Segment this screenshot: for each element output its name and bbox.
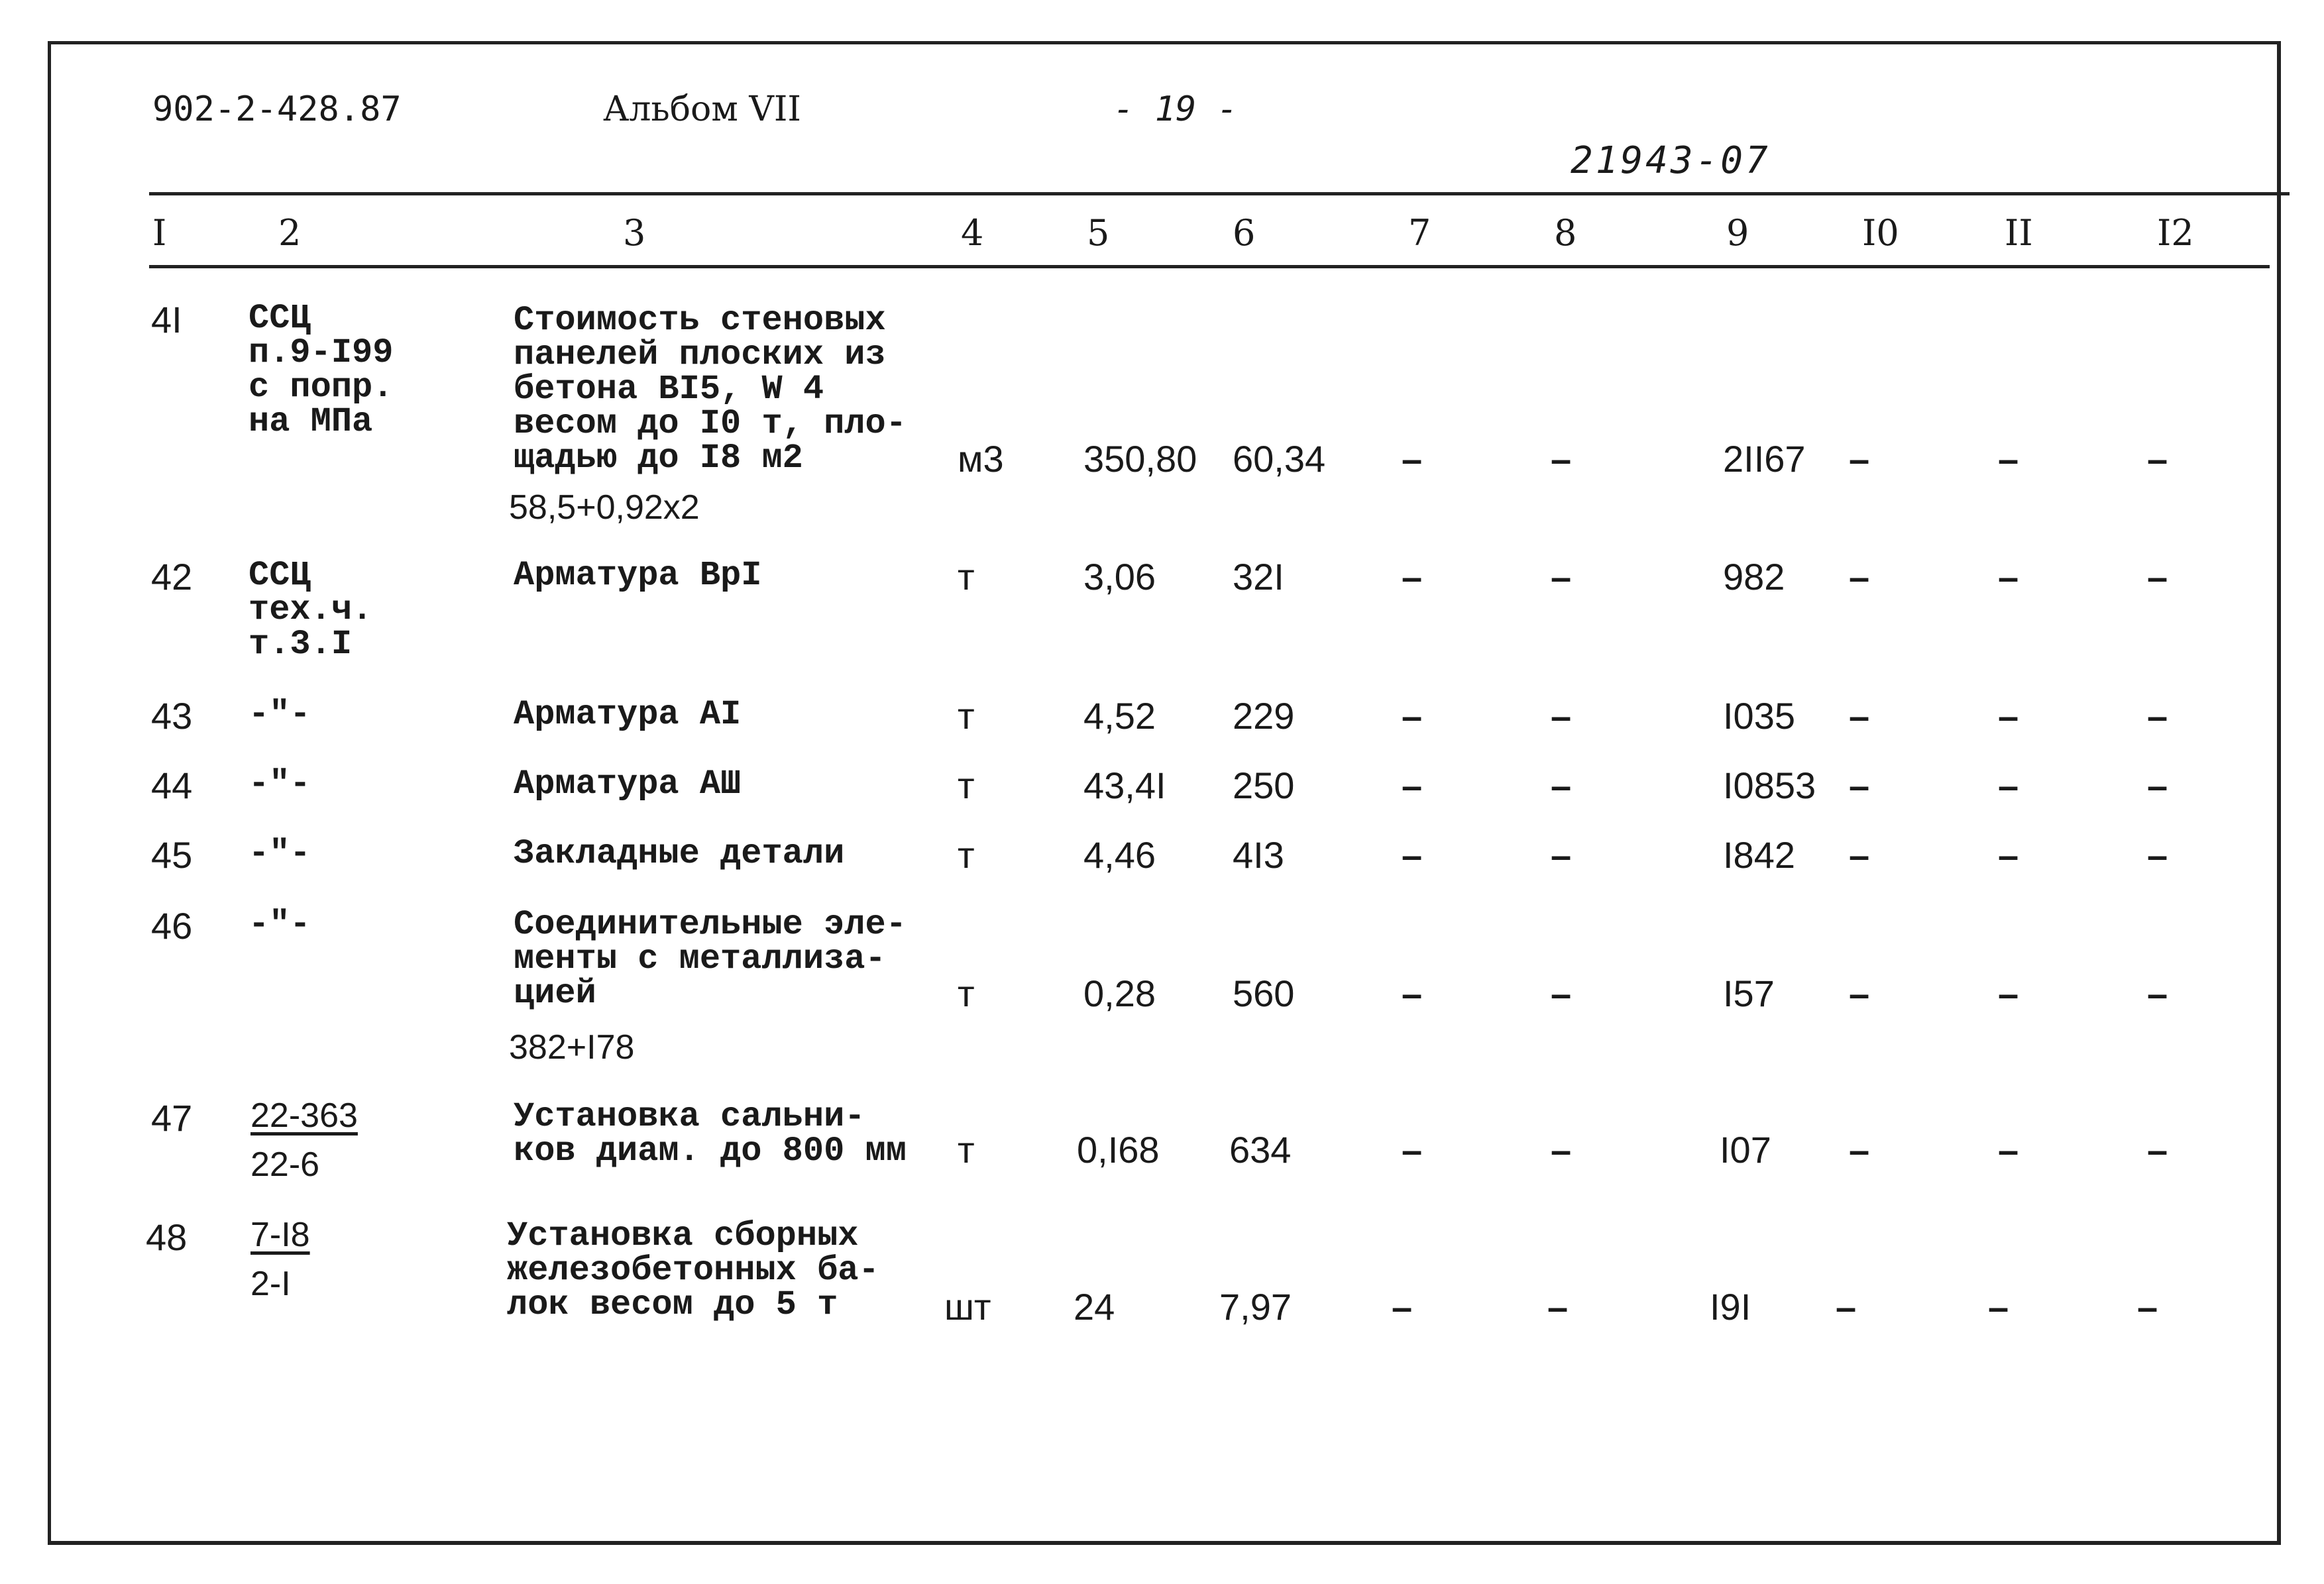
row-number: 44: [151, 765, 193, 806]
col-header-9: 9: [1726, 212, 1749, 254]
album-label: Альбом VII: [603, 89, 801, 129]
col-header-5: 5: [1087, 212, 1110, 254]
reference-numerator: 22-363: [250, 1096, 358, 1135]
row-calculation: 382+I78: [509, 1028, 635, 1067]
col-header-10: I0: [1862, 212, 1899, 254]
row-col8: –: [1551, 765, 1572, 806]
row-quantity: 24: [1074, 1286, 1115, 1328]
row-reference: -"-: [249, 834, 311, 873]
row-quantity: 4,46: [1083, 834, 1156, 876]
row-number: 46: [151, 905, 193, 947]
row-col9: 2II67: [1723, 438, 1806, 480]
row-col9: I07: [1720, 1129, 1771, 1171]
col-header-11: II: [2005, 212, 2033, 254]
row-description: Закладные детали: [514, 834, 845, 873]
row-calculation: 58,5+0,92x2: [509, 488, 700, 527]
row-col10: –: [1849, 695, 1870, 737]
row-description: Арматура AI: [514, 695, 742, 734]
row-col10: –: [1849, 973, 1870, 1014]
row-col7: –: [1392, 1286, 1413, 1328]
row-col10: –: [1849, 765, 1870, 806]
row-col9: I035: [1723, 695, 1795, 737]
row-col12: –: [2137, 1286, 2158, 1328]
col-header-4: 4: [961, 212, 984, 254]
row-description: Арматура BpI: [514, 556, 762, 595]
row-col11: –: [1998, 765, 2019, 806]
row-quantity: 350,80: [1083, 438, 1197, 480]
header-rule-bottom: [149, 265, 2270, 268]
row-col11: –: [1998, 556, 2019, 598]
row-col8: –: [1551, 973, 1572, 1014]
row-number: 4I: [151, 299, 182, 341]
header-rule-top: [149, 192, 2290, 195]
row-unit-price: 229: [1233, 695, 1295, 737]
row-col7: –: [1402, 834, 1423, 876]
row-unit-price: 560: [1233, 973, 1295, 1014]
row-unit-price: 60,34: [1233, 438, 1326, 480]
row-col10: –: [1849, 1129, 1870, 1171]
row-number: 42: [151, 556, 193, 598]
col-header-8: 8: [1554, 212, 1577, 254]
row-col12: –: [2147, 556, 2168, 598]
row-col8: –: [1551, 438, 1572, 480]
row-number: 43: [151, 695, 193, 737]
row-col11: –: [1998, 834, 2019, 876]
row-quantity: 3,06: [1083, 556, 1156, 598]
reference-numerator: 7-I8: [250, 1216, 310, 1254]
row-unit: т: [958, 1129, 975, 1171]
row-unit: т: [958, 556, 975, 598]
row-reference-fraction: [250, 1098, 358, 1182]
row-col11: –: [1998, 1129, 2019, 1171]
row-unit-price: 32I: [1233, 556, 1284, 598]
row-col9: I57: [1723, 973, 1775, 1014]
row-quantity: 4,52: [1083, 695, 1156, 737]
row-col7: –: [1402, 556, 1423, 598]
row-unit-price: 250: [1233, 765, 1295, 806]
row-unit-price: 7,97: [1219, 1286, 1292, 1328]
project-code: 902-2-428.87: [152, 89, 402, 129]
row-col12: –: [2147, 834, 2168, 876]
row-col8: –: [1551, 834, 1572, 876]
row-col12: –: [2147, 1129, 2168, 1171]
row-description: Арматура АШ: [514, 765, 742, 804]
row-col7: –: [1402, 1129, 1423, 1171]
row-col11: –: [1998, 438, 2019, 480]
row-unit-price: 4I3: [1233, 834, 1284, 876]
row-reference-fraction: [250, 1218, 310, 1301]
col-header-3: 3: [623, 212, 646, 254]
row-col12: –: [2147, 973, 2168, 1014]
row-unit: т: [958, 695, 975, 737]
row-col12: –: [2147, 765, 2168, 806]
col-header-1: I: [152, 212, 167, 254]
sheet-number: 21943-07: [1571, 139, 1771, 182]
row-col10: –: [1849, 438, 1870, 480]
col-header-6: 6: [1233, 212, 1256, 254]
row-unit-price: 634: [1229, 1129, 1292, 1171]
reference-denominator: 2-I: [250, 1265, 291, 1303]
row-col7: –: [1402, 765, 1423, 806]
row-quantity: 0,I68: [1077, 1129, 1160, 1171]
row-unit: шт: [944, 1286, 991, 1328]
row-description: Стоимость стеновых панелей плоских из бетона BI5, W 4 весом до I0 т, пло- щадью до I8 м2: [514, 301, 907, 478]
row-unit: т: [958, 765, 975, 806]
row-col7: –: [1402, 695, 1423, 737]
row-col10: –: [1836, 1286, 1857, 1328]
row-col11: –: [1998, 695, 2019, 737]
row-reference: -"-: [249, 765, 311, 804]
row-col8: –: [1551, 695, 1572, 737]
row-description: Установка сальни- ков диам. до 800 мм: [514, 1097, 907, 1171]
reference-denominator: 22-6: [250, 1145, 320, 1184]
col-header-2: 2: [278, 212, 302, 254]
row-reference: -"-: [249, 695, 311, 734]
row-reference: ССЦ п.9-I99 с попр. на МПа: [249, 299, 394, 441]
row-col7: –: [1402, 973, 1423, 1014]
row-col12: –: [2147, 695, 2168, 737]
row-reference: ССЦ тех.ч. т.3.I: [249, 556, 373, 664]
row-number: 48: [146, 1216, 188, 1258]
row-col11: –: [1998, 973, 2019, 1014]
row-col8: –: [1551, 556, 1572, 598]
row-quantity: 0,28: [1083, 973, 1156, 1014]
row-col10: –: [1849, 556, 1870, 598]
row-col12: –: [2147, 438, 2168, 480]
row-description: Установка сборных железобетонных ба- лок весом до 5 т: [507, 1216, 879, 1324]
col-header-7: 7: [1408, 212, 1431, 254]
row-quantity: 43,4I: [1083, 765, 1166, 806]
row-col9: I842: [1723, 834, 1795, 876]
row-col8: –: [1551, 1129, 1572, 1171]
row-col9: 982: [1723, 556, 1785, 598]
row-col9: I9I: [1710, 1286, 1751, 1328]
row-unit: т: [958, 973, 975, 1014]
row-col8: –: [1547, 1286, 1569, 1328]
col-header-12: I2: [2157, 212, 2194, 254]
row-unit: м3: [958, 438, 1004, 480]
row-col7: –: [1402, 438, 1423, 480]
page-number: - 19 -: [1113, 89, 1238, 129]
row-description: Соединительные эле- менты с металлиза- цией: [514, 905, 907, 1013]
row-col9: I0853: [1723, 765, 1816, 806]
row-unit: т: [958, 834, 975, 876]
row-col10: –: [1849, 834, 1870, 876]
row-col11: –: [1988, 1286, 2009, 1328]
row-reference: -"-: [249, 905, 311, 944]
row-number: 45: [151, 834, 193, 876]
row-number: 47: [151, 1097, 193, 1139]
